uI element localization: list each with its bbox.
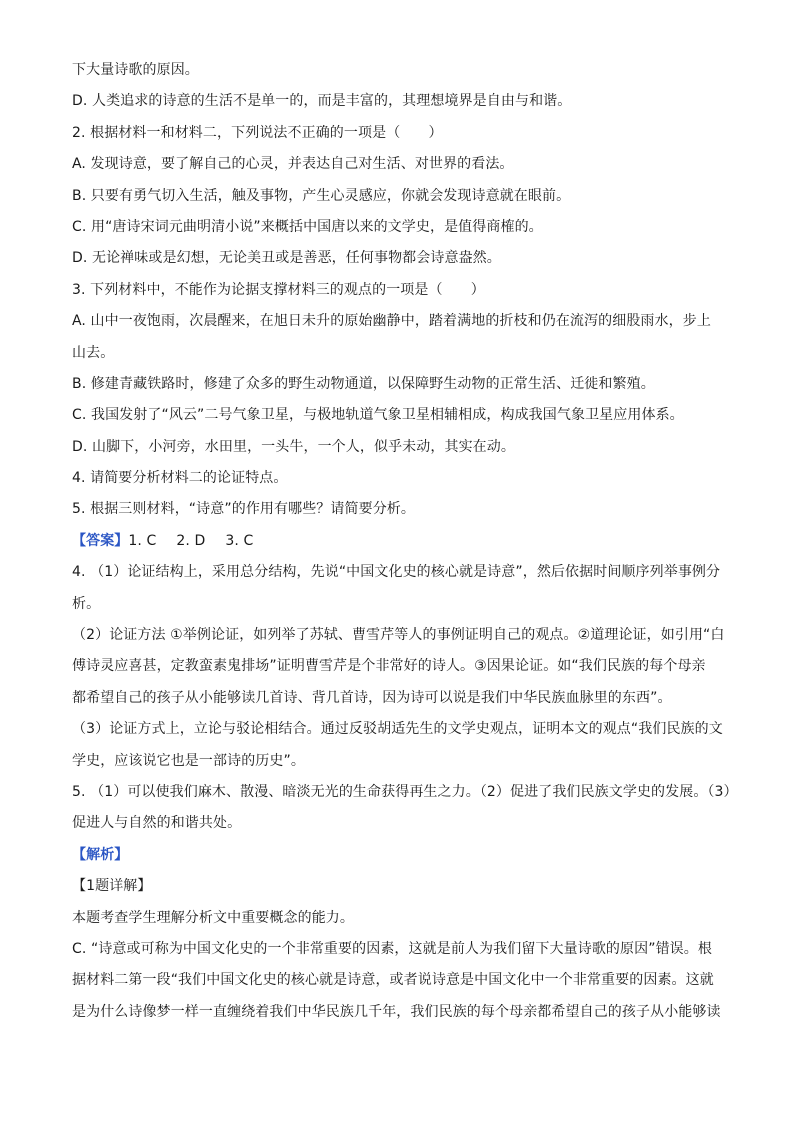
answer-item: 1. C — [128, 532, 157, 549]
detail-text-line: 是为什么诗像梦一样一直缠绕着我们中华民族几千年，我们民族的每个母亲都希望自己的孩子从小能够读 — [72, 1003, 721, 1020]
option-line: A. 山中一夜饱雨，次晨醒来，在旭日未升的原始幽静中，踏着满地的折枝和仍在流泻的细股雨水，步上 — [72, 313, 711, 330]
question-line: 4. 请简要分析材料二的论证特点。 — [72, 470, 288, 487]
answer-text-line: 5. （1）可以使我们麻木、散漫、暗淡无光的生命获得再生之力。（2）促进了我们民族文学史的发展。（3） — [72, 783, 738, 800]
option-line: D. 山脚下，小河旁，水田里，一头牛，一个人，似乎未动，其实在动。 — [72, 438, 515, 455]
option-line: B. 只要有勇气切入生活，触及事物，产生心灵感应，你就会发现诗意就在眼前。 — [72, 187, 571, 204]
answer-text-line: 4. （1）论证结构上，采用总分结构，先说“中国文化史的核心就是诗意”，然后依据时间顺序列举事例分 — [72, 564, 721, 581]
option-continuation: 山去。 — [72, 344, 115, 361]
option-line: D. 人类追求的诗意的生活不是单一的，而是丰富的，其理想境界是自由与和谐。 — [72, 93, 572, 110]
detail-heading: 【1题详解】 — [72, 878, 152, 895]
answer-item: 2. D — [176, 532, 206, 549]
text-line: 下大量诗歌的原因。 — [72, 62, 199, 78]
answer-text-line: 学史，应该说它也是一部诗的历史”。 — [72, 752, 305, 769]
answer-text-line: 析。 — [72, 595, 101, 612]
analysis-tag: 【解析】 — [72, 846, 129, 863]
detail-text-line: C. “诗意或可称为中国文化史的一个非常重要的因素，这就是前人为我们留下大量诗歌的原因”错误。根 — [72, 940, 712, 957]
option-line: B. 修建青藏铁路时，修建了众多的野生动物通道，以保障野生动物的正常生活、迁徙和繁殖。 — [72, 375, 655, 392]
answer-text-line: 促进人与自然的和谐共处。 — [72, 815, 242, 832]
answer-text-line: （2）论证方法 ①举例论证，如列举了苏轼、曹雪芹等人的事例证明自己的观点。②道理论证，如引用“白 — [72, 627, 725, 644]
answer-text-line: 傅诗灵应喜甚，定教蛮素鬼排场”证明曹雪芹是个非常好的诗人。③因果论证。如“我们民族的每个母亲 — [72, 658, 706, 675]
option-line: C. 用“唐诗宋词元曲明清小说”来概括中国唐以来的文学史，是值得商榷的。 — [72, 218, 543, 235]
question-line: 2. 根据材料一和材料二，下列说法不正确的一项是（ ） — [72, 124, 443, 141]
answer-text-line: （3）论证方式上，立论与驳论相结合。通过反驳胡适先生的文学史观点，证明本文的观点“我们民族的文 — [72, 721, 723, 738]
question-line: 5. 根据三则材料，“诗意”的作用有哪些？请简要分析。 — [72, 501, 416, 518]
answer-tag: 【答案】 — [72, 532, 129, 549]
option-line: D. 无论禅味或是幻想，无论美丑或是善恶，任何事物都会诗意盎然。 — [72, 250, 501, 267]
answer-item: 3. C — [225, 532, 254, 549]
answer-line — [72, 533, 728, 549]
option-line: A. 发现诗意，要了解自己的心灵，并表达自己对生活、对世界的看法。 — [72, 156, 514, 173]
document-page — [72, 62, 738, 1035]
answer-text-line: 都希望自己的孩子从小能够读几首诗、背几首诗，因为诗可以说是我们中华民族血脉里的东西”。 — [72, 689, 672, 706]
detail-text-line: 据材料二第一段“我们中国文化史的核心就是诗意，或者说诗意是中国文化中一个非常重要的因素。这就 — [72, 972, 714, 989]
analysis-heading — [72, 847, 728, 863]
detail-text-line: 本题考查学生理解分析文中重要概念的能力。 — [72, 909, 354, 926]
option-line: C. 我国发射了“风云”二号气象卫星，与极地轨道气象卫星相辅相成，构成我国气象卫星应用体系。 — [72, 407, 684, 424]
question-line: 3. 下列材料中，不能作为论据支撑材料三的观点的一项是（ ） — [72, 281, 485, 298]
